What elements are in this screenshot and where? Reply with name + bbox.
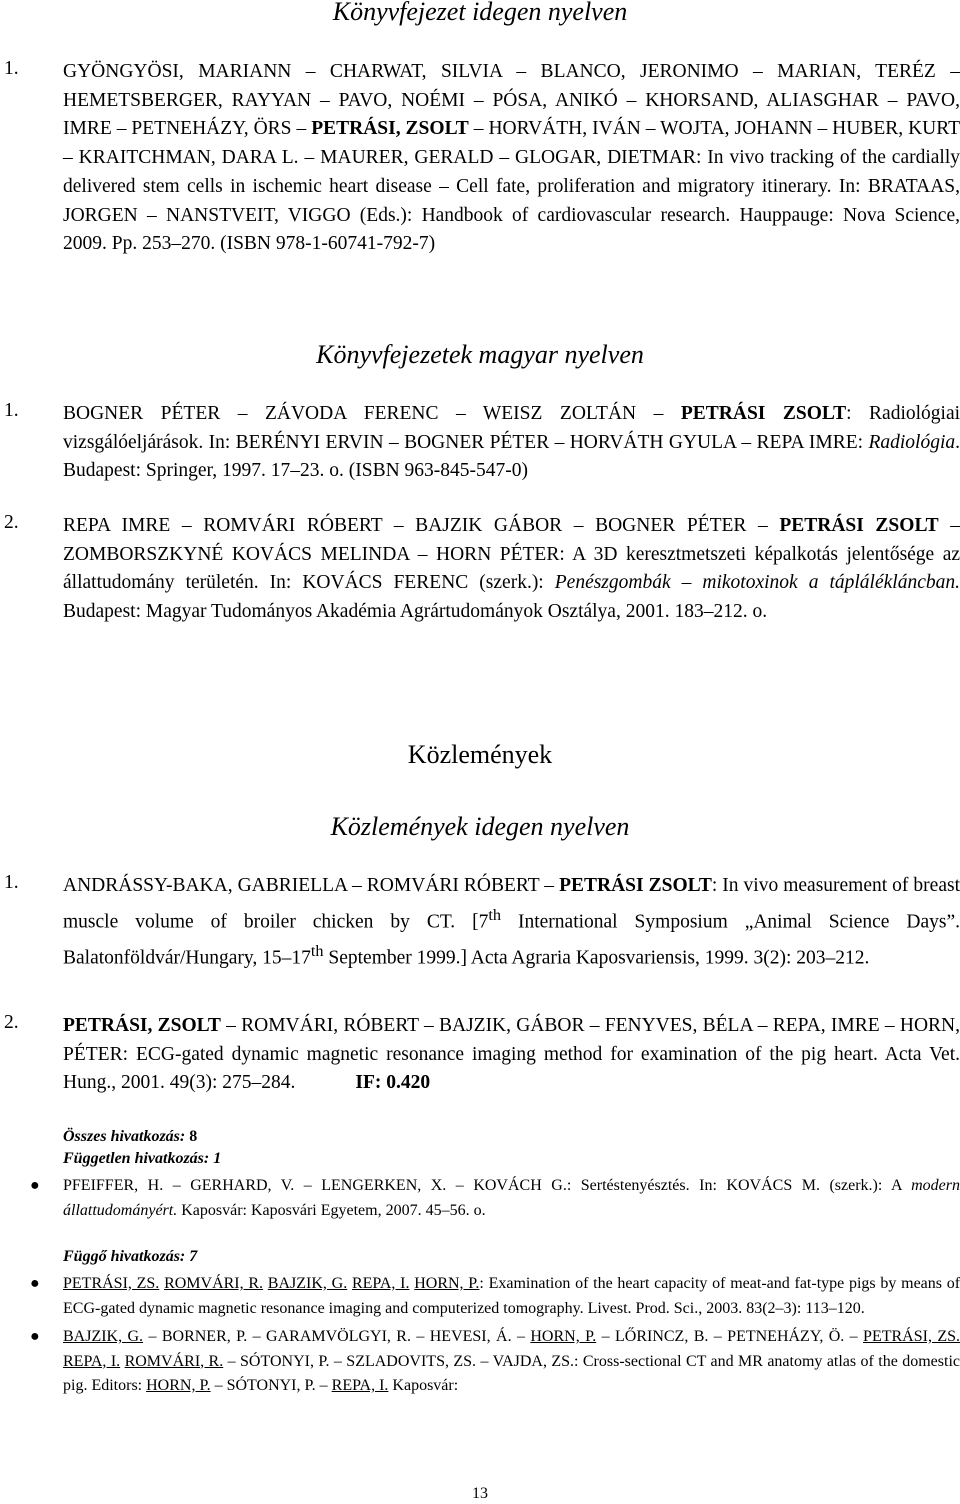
dependent-citation-item-1: ● PETRÁSI, ZS. ROMVÁRI, R. BAJZIK, G. REPA, I. HORN, P.: Examination of the heart capacity of meat-and fat-type pigs by means of ECG-gated dynamic magnetic resonance imaging and computerized tomography. Livest. Prod. Sci., 2003. 83(2–3): 113–120. xyxy=(26,1272,960,1321)
entry-number: 1. xyxy=(4,58,19,79)
entry-text: REPA IMRE – ROMVÁRI RÓBERT – BAJZIK GÁBOR – BOGNER PÉTER – PETRÁSI ZSOLT – ZOMBORSZKYNÉ KOVÁCS MELINDA – HORN PÉTER: A 3D keresztmetszeti képalkotás jelentősége az állattudomány területén. In: KOVÁCS FERENC (szerk.): Penészgombák – mikotoxinok a táplálékláncban. Budapest: Magyar Tudományos Akadémia Agrártudományok Osztálya, 2001. 183–212. o. xyxy=(63,515,960,623)
entry-text: BOGNER PÉTER – ZÁVODA FERENC – WEISZ ZOLTÁN – PETRÁSI ZSOLT: Radiológiai vizsgálóeljárások. In: BERÉNYI ERVIN – BOGNER PÉTER – HORVÁTH GYULA – REPA IMRE: Radiológia. Budapest: Springer, 1997. 17–23. o. (ISBN 963-845-547-0) xyxy=(63,403,960,482)
page-number: 13 xyxy=(472,1485,488,1502)
entry-number: 2. xyxy=(4,512,19,533)
entry-number: 1. xyxy=(4,872,19,893)
entry-text: PETRÁSI, ZSOLT – ROMVÁRI, RÓBERT – BAJZIK, GÁBOR – FENYVES, BÉLA – REPA, IMRE – HORN, PÉTER: ECG-gated dynamic magnetic resonance imaging method for examination of the pig heart. Acta Vet. Hung., 2001. 49(3): 275–284. IF: 0.420 xyxy=(63,1012,960,1098)
foreign-publication-entry-2 xyxy=(0,1012,960,1098)
entry-number: 2. xyxy=(4,1012,19,1033)
foreign-chapter-entry xyxy=(0,58,960,259)
impact-factor: IF: 0.420 xyxy=(355,1072,431,1094)
entry-number: 1. xyxy=(4,400,19,421)
foreign-publications-heading: Közlemények idegen nyelven xyxy=(330,812,630,841)
bullet-icon: ● xyxy=(30,1328,40,1345)
foreign-publication-entry-1 xyxy=(0,872,960,973)
bullet-icon: ● xyxy=(30,1177,40,1194)
dependent-citations-label: Függő hivatkozás: 7 xyxy=(63,1248,198,1265)
hungarian-chapter-entry-1 xyxy=(0,400,960,486)
independent-citation-item: ● PFEIFFER, H. – GERHARD, V. – LENGERKEN, X. – KOVÁCH G.: Sertéstenyésztés. In: KOVÁCS M. (szerk.): A modern állattudományért. Kaposvár: Kaposvári Egyetem, 2007. 45–56. o. xyxy=(26,1174,960,1223)
total-citations: Összes hivatkozás: 8 xyxy=(63,1128,198,1145)
foreign-chapter-heading: Könyvfejezet idegen nyelven xyxy=(332,0,628,26)
publications-heading: Közlemények xyxy=(407,740,553,769)
independent-citations-label: Független hivatkozás: 1 xyxy=(63,1150,222,1167)
citations-block xyxy=(30,1126,960,1399)
dependent-citation-item-2: ● BAJZIK, G. – BORNER, P. – GARAMVÖLGYI, R. – HEVESI, Á. – HORN, P. – LŐRINCZ, B. – PETNEHÁZY, Ö. – PETRÁSI, ZS. REPA, I. ROMVÁRI, R. – SÓTONYI, P. – SZLADOVITS, ZS. – VAJDA, ZS.: Cross-sectional CT and MR anatomy atlas of the domestic pig. Editors: HORN, P. – SÓTONYI, P. – REPA, I. Kaposvár: xyxy=(26,1325,960,1399)
entry-text: GYÖNGYÖSI, MARIANN – CHARWAT, SILVIA – BLANCO, JERONIMO – MARIAN, TERÉZ – HEMETSBERGER, RAYYAN – PAVO, NOÉMI – PÓSA, ANIKÓ – KHORSAND, ALIASGHAR – PAVO, IMRE – PETNEHÁZY, ÖRS – PETRÁSI, ZSOLT – HORVÁTH, IVÁN – WOJTA, JOHANN – HUBER, KURT – KRAITCHMAN, DARA L. – MAURER, GERALD – GLOGAR, DIETMAR: In vivo tracking of the cardially delivered stem cells in ischemic heart disease – Cell fate, proliferation and migratory itinerary. In: BRATAAS, JORGEN – NANSTVEIT, VIGGO (Eds.): Handbook of cardiovascular research. Hauppauge: Nova Science, 2009. Pp. 253–270. (ISBN 978-1-60741-792-7) xyxy=(63,61,960,255)
hungarian-chapter-heading: Könyvfejezetek magyar nyelven xyxy=(316,340,644,369)
hungarian-chapter-entry-2 xyxy=(0,512,960,627)
bullet-icon: ● xyxy=(30,1275,40,1292)
entry-text: ANDRÁSSY-BAKA, GABRIELLA – ROMVÁRI RÓBERT – PETRÁSI ZSOLT: In vivo measurement of breast muscle volume of broiler chicken by CT. [7th International Symposium „Animal Science Days”. Balatonföldvár/Hungary, 15–17th September 1999.] Acta Agraria Kaposvariensis, 1999. 3(2): 203–212. xyxy=(63,875,960,969)
